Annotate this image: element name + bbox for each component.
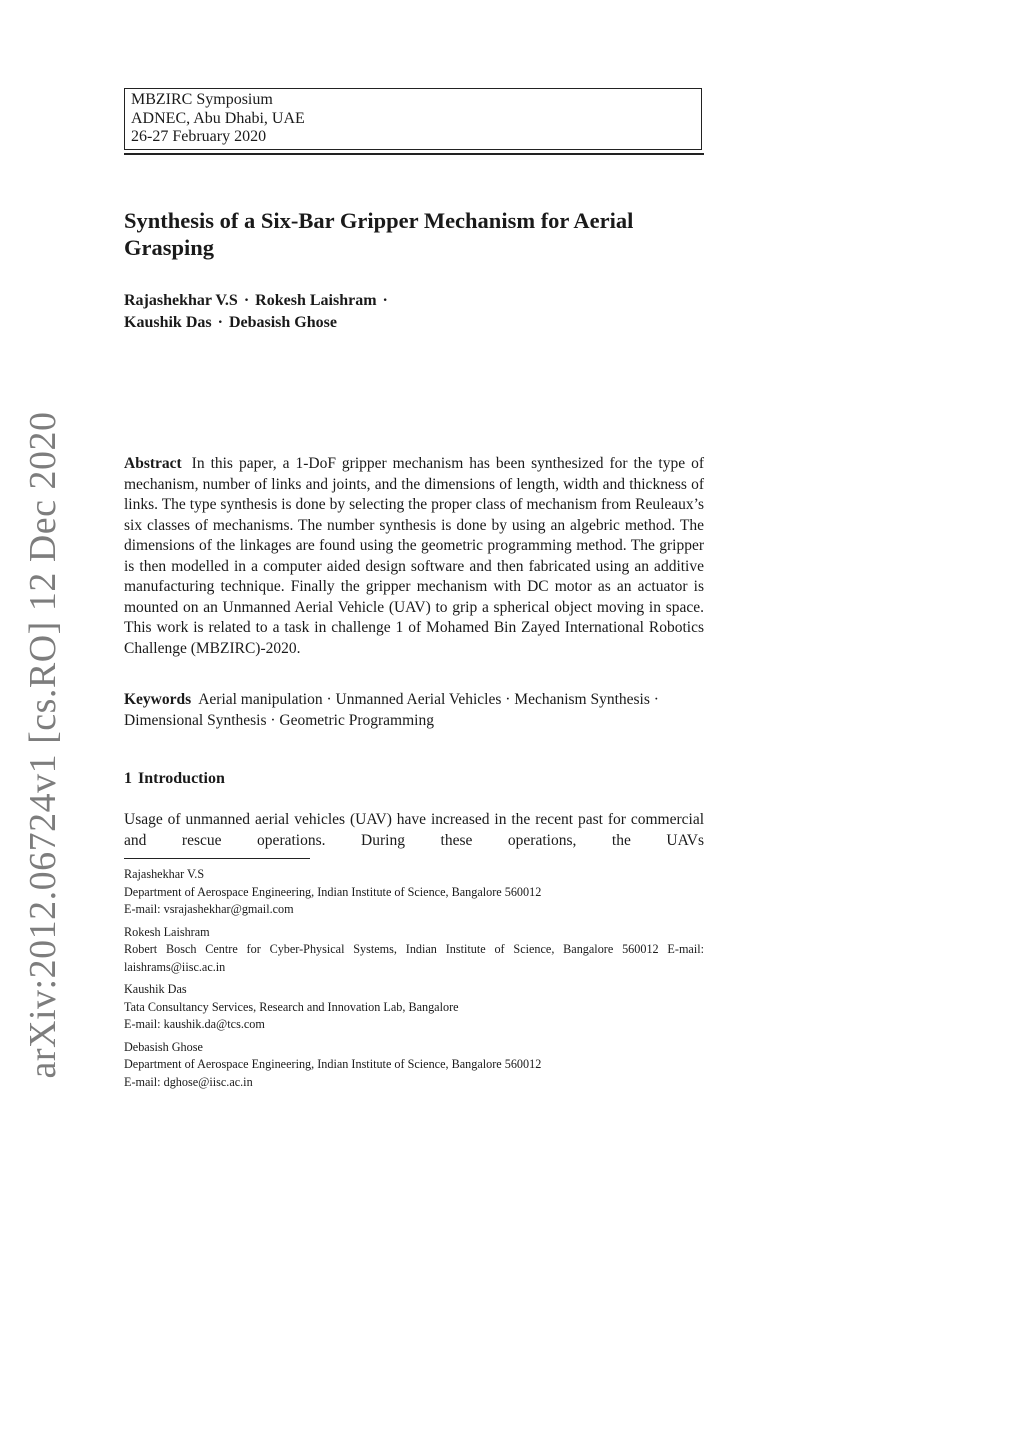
- author-name: Rajashekhar V.S: [124, 292, 238, 309]
- abstract: [124, 454, 704, 659]
- footnote-email: E-mail: dghose@iisc.ac.in: [124, 1074, 253, 1089]
- author-line-1: [124, 290, 704, 312]
- abstract-heading: Abstract: [124, 455, 182, 472]
- author-separator: ·: [217, 314, 223, 331]
- author-name: Rokesh Laishram: [255, 292, 377, 309]
- arxiv-identifier-stamp: arXiv:2012.06724v1 [cs.RO] 12 Dec 2020: [22, 411, 64, 1079]
- footnote-affiliation: Robert Bosch Centre for Cyber-Physical Systems, Indian Institute of Science, Bangalore 560012 E-mail: laishrams@iisc.ac.in: [124, 942, 704, 974]
- footnote-name: Debasish Ghose: [124, 1039, 203, 1054]
- conference-info-box: [124, 88, 702, 150]
- footnote-name: Kaushik Das: [124, 982, 187, 996]
- author-line-2: [124, 312, 704, 334]
- abstract-text: In this paper, a 1-DoF gripper mechanism has been synthesized for the type of mechanism, number of links and joints, and the dimensions of length, width and thickness of links. The type synthesis is done by selecting the proper class of mechanism from Reuleaux’s six classes of mechanisms. The number synthesis is done by using an algebric method. The dimensions of the linkages are found using the geometric programming method. The gripper is then modelled in a computer aided design software and then fabricated using an additive manufacturing technique. Finally the gripper mechanism with DC motor as an actuator is mounted on an Unmanned Aerial Vehicle (UAV) to grip a spherical object moving in space. This work is related to a task in challenge 1 of Mohamed Bin Zayed International Robotics Challenge (MBZIRC)-2020.: [124, 455, 704, 657]
- keywords-heading: Keywords: [124, 691, 192, 708]
- footnote-affiliation: Department of Aerospace Engineering, Indian Institute of Science, Bangalore 560012: [124, 884, 542, 899]
- paper-title: Synthesis of a Six-Bar Gripper Mechanism for Aerial Grasping: [124, 208, 634, 260]
- footnote-email: E-mail: vsrajashekhar@gmail.com: [124, 902, 294, 916]
- footnote-author: [124, 866, 704, 919]
- footnote-author: [124, 1039, 704, 1092]
- author-separator: ·: [382, 292, 388, 309]
- introduction-paragraph: Usage of unmanned aerial vehicles (UAV) have increased in the recent past for commercial and rescue operations. During these operations, the UAVs: [124, 811, 704, 849]
- author-separator: ·: [243, 292, 250, 309]
- conference-date: 26-27 February 2020: [131, 128, 267, 145]
- footnote-name: Rokesh Laishram: [124, 924, 210, 939]
- section-number: 1: [124, 770, 132, 787]
- footnote-name: Rajashekhar V.S: [124, 867, 205, 881]
- author-footnotes: [124, 866, 704, 1096]
- header-rule: [124, 153, 704, 155]
- conference-name: MBZIRC Symposium: [131, 91, 273, 108]
- footnote-rule: [124, 858, 310, 859]
- footnote-affiliation: Tata Consultancy Services, Research and Innovation Lab, Bangalore: [124, 999, 459, 1014]
- author-list: [124, 290, 704, 334]
- keywords-text: Aerial manipulation · Unmanned Aerial Vehicles · Mechanism Synthesis · Dimensional Synthesis · Geometric Programming: [124, 691, 659, 729]
- footnote-author: [124, 981, 704, 1034]
- section-title: Introduction: [138, 770, 225, 787]
- section-heading-introduction: [124, 770, 225, 788]
- conference-venue: ADNEC, Abu Dhabi, UAE: [131, 109, 305, 127]
- footnote-author: [124, 924, 704, 977]
- footnote-email: E-mail: kaushik.da@tcs.com: [124, 1017, 265, 1031]
- footnote-affiliation: Department of Aerospace Engineering, Indian Institute of Science, Bangalore 560012: [124, 1057, 542, 1071]
- keywords: [124, 690, 704, 731]
- author-name: Debasish Ghose: [228, 314, 337, 331]
- author-name: Kaushik Das: [124, 314, 212, 331]
